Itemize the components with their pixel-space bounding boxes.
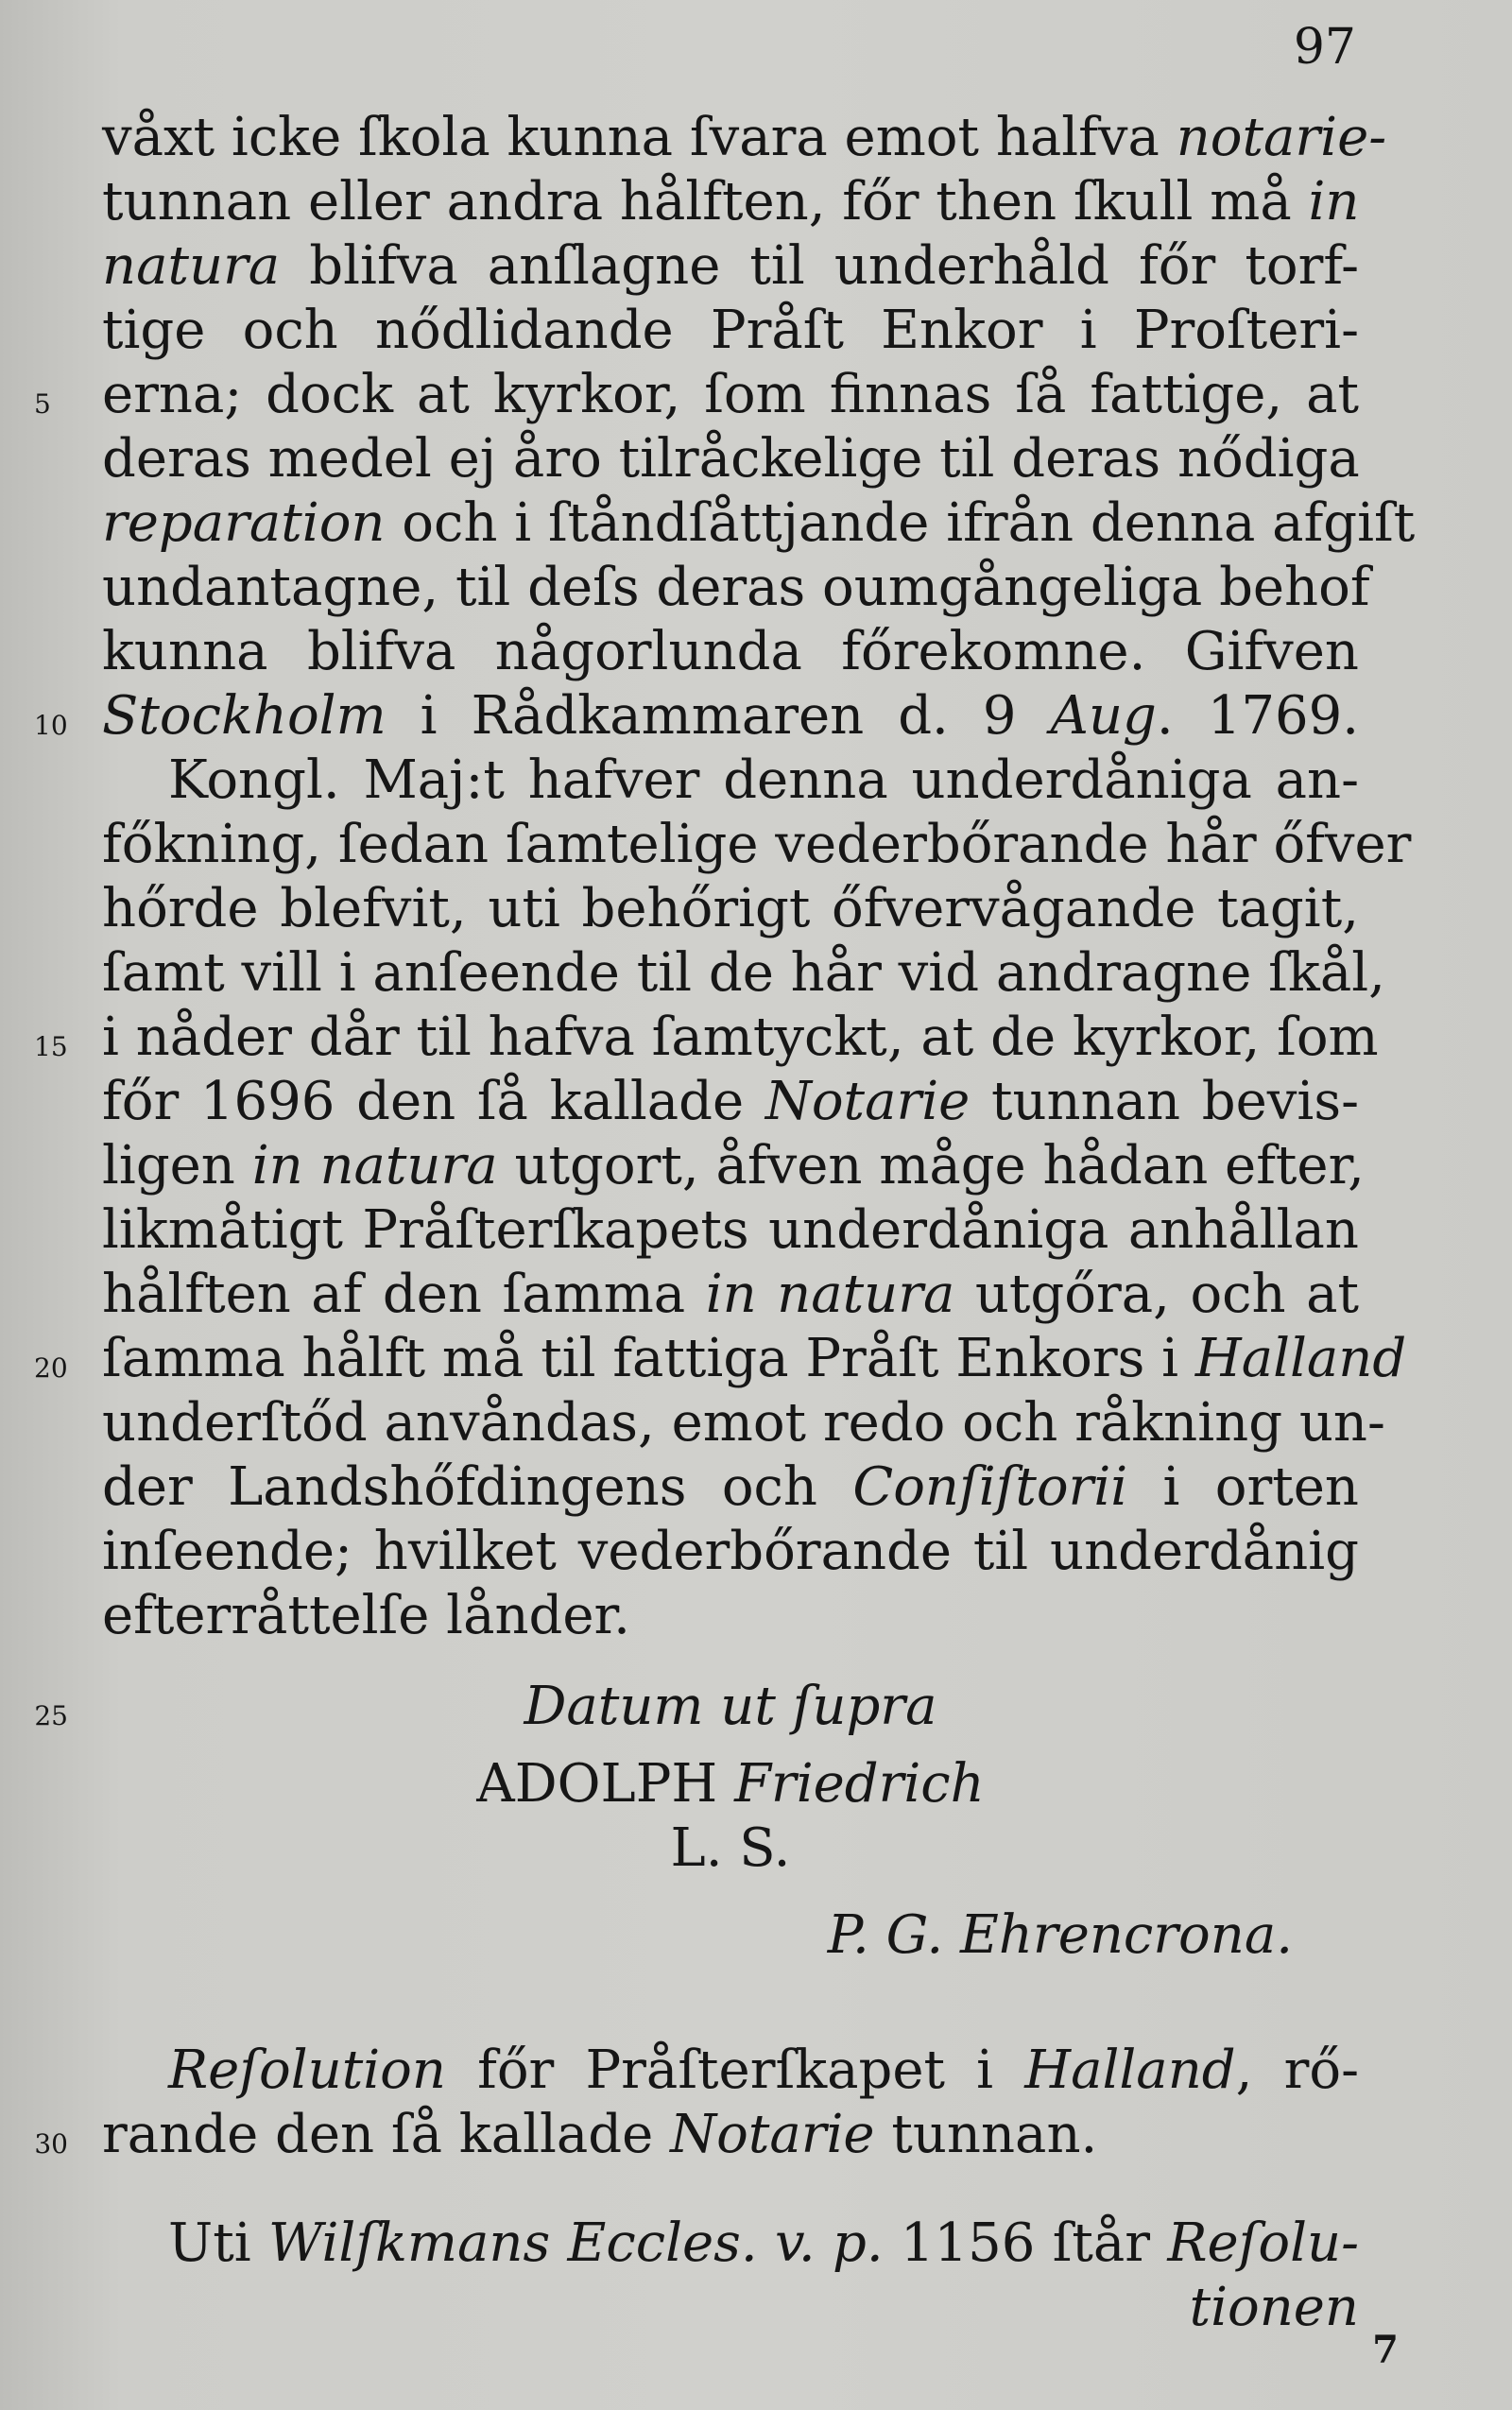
text-segment: inſeende; hvilket vederbőrande til underdånig [102, 1521, 1359, 1582]
resolution-text-end: tunnan. [874, 2104, 1098, 2165]
reference-italic: Reſolu- [1167, 2212, 1359, 2274]
text-segment: tunnan eller andra hålften, főr then ſkull må [102, 171, 1309, 232]
text-segment: főr 1696 den ſå kallade [102, 1071, 765, 1132]
italic-segment: in [1308, 171, 1360, 232]
text-line [34, 1006, 1379, 1070]
reference-italic-end: tionen [1189, 2277, 1359, 2338]
text-segment: Kongl. Maj:t hafver denna underdåniga an- [168, 749, 1359, 811]
text-segment: tige och nődlidande Pråſt Enkor i Proſteri- [102, 300, 1359, 361]
text-line [102, 427, 1359, 491]
line-number: 30 [34, 2128, 68, 2160]
text-segment: ſamma hålft må til fattiga Pråſt Enkors i [102, 1328, 1195, 1389]
text-line [102, 106, 1387, 170]
text-line [102, 1391, 1385, 1455]
italic-segment: Halland [1194, 1328, 1407, 1389]
reference-line-1 [102, 2212, 1359, 2276]
text-line [34, 684, 1360, 749]
line-number: 25 [34, 1700, 68, 1731]
text-segment: kunna blifva någorlunda főrekomne. Gifven [102, 621, 1359, 682]
resolution-text: rande den ſå kallade [102, 2104, 671, 2165]
italic-segment: Stockholm [102, 685, 387, 747]
text-segment: hőrde blefvit, uti behőrigt őfvervågande tagit, [102, 878, 1359, 939]
printer-signature-mark: 7 [1372, 2328, 1399, 2372]
resolution-line-1 [102, 2039, 1359, 2103]
text-line [102, 941, 1385, 1006]
reference-text: Uti [168, 2212, 268, 2274]
text-line [102, 1134, 1365, 1198]
text-line [102, 556, 1370, 620]
text-segment: i orten [1127, 1456, 1359, 1518]
italic-segment: Notarie [765, 1071, 971, 1132]
text-line [102, 1263, 1359, 1327]
text-line [102, 1070, 1359, 1134]
resolution-line-2 [34, 2103, 1359, 2167]
reference-line-2 [102, 2276, 1359, 2340]
seal-line [102, 1816, 1359, 1881]
king-plain: ADOLPH [476, 1753, 735, 1815]
text-line [102, 813, 1412, 877]
text-line [34, 1327, 1407, 1391]
text-segment: erna; dock at kyrkor, ſom finnas ſå fattige, at [102, 364, 1359, 425]
text-line [102, 1198, 1359, 1263]
resolution-place: Halland [1024, 2040, 1236, 2101]
text-segment: deras medel ej åro tilråckelige til deras nődiga [102, 428, 1360, 490]
text-segment: utgort, åfven måge hådan efter, [497, 1135, 1365, 1196]
text-segment: våxt icke ſkola kunna ſvara emot halfva [102, 107, 1177, 168]
text-line [102, 299, 1359, 363]
page-number: 97 [1293, 19, 1356, 76]
countersign-text: P. G. Ehrencrona. [827, 1904, 1293, 1966]
countersign-line [102, 1903, 1359, 1968]
resolution-title: Reſolution [168, 2040, 446, 2101]
line-number: 10 [34, 710, 68, 741]
reference-source: Wilſkmans Eccles. v. p. [267, 2212, 884, 2274]
text-segment: ligen [102, 1135, 252, 1196]
italic-segment: in natura [705, 1264, 955, 1325]
italic-segment: natura [102, 235, 281, 297]
resolution-text: főr Pråſterſkapet i [445, 2040, 1025, 2101]
text-segment: hålften af den ſamma [102, 1264, 706, 1325]
text-line [102, 877, 1359, 941]
text-segment: i Rådkammaren d. 9 [386, 685, 1051, 747]
text-line [102, 491, 1416, 556]
text-segment: tunnan bevis- [970, 1071, 1360, 1132]
text-segment: utgőra, och at [954, 1264, 1359, 1325]
text-line [102, 749, 1359, 813]
resolution-text-end: , rő- [1235, 2040, 1359, 2101]
text-segment: underſtőd anvåndas, emot redo och råkning un- [102, 1392, 1385, 1454]
text-segment: blifva anſlagne til underhåld főr torf- [280, 235, 1359, 297]
italic-segment: Conſiſtorii [852, 1456, 1128, 1518]
text-line [102, 1455, 1359, 1520]
text-segment: undantagne, til deſs deras oumgångeliga behof [102, 557, 1370, 618]
text-line [102, 234, 1359, 299]
text-segment: ſamt vill i anſeende til de hår vid andragne ſkål, [102, 942, 1385, 1004]
italic-segment: notarie- [1176, 107, 1387, 168]
line-number: 20 [34, 1352, 68, 1384]
text-line [102, 170, 1359, 234]
reference-text: 1156 ſtår [883, 2212, 1168, 2274]
text-segment: likmåtigt Pråſterſkapets underdåniga anhållan [102, 1199, 1359, 1261]
text-line [34, 363, 1359, 427]
datum-line [34, 1675, 1359, 1739]
text-segment: der Landshőfdingens och [102, 1456, 853, 1518]
text-segment: och i ſtåndſåttjande ifrån denna afgiſt [385, 492, 1416, 554]
seal-text: L. S. [670, 1817, 791, 1879]
line-number: 15 [34, 1031, 68, 1062]
text-line [102, 620, 1359, 684]
datum-text: Datum ut ſupra [524, 1676, 937, 1737]
italic-segment: in natura [251, 1135, 498, 1196]
text-segment: i nåder dår til hafva ſamtyckt, at de kyrkor, ſom [102, 1007, 1379, 1068]
text-line [102, 1520, 1359, 1584]
text-segment: efterråttelſe lånder. [102, 1585, 630, 1646]
text-segment: . 1769. [1156, 685, 1360, 747]
king-signature [102, 1752, 1359, 1816]
italic-segment: reparation [102, 492, 386, 554]
text-line [102, 1584, 1359, 1648]
king-italic: Friedrich [734, 1753, 985, 1815]
line-number: 5 [34, 388, 51, 420]
text-segment: főkning, ſedan ſamtelige vederbőrande hår őfver [102, 814, 1412, 875]
resolution-italic: Notarie [670, 2104, 875, 2165]
italic-segment: Aug [1050, 685, 1157, 747]
